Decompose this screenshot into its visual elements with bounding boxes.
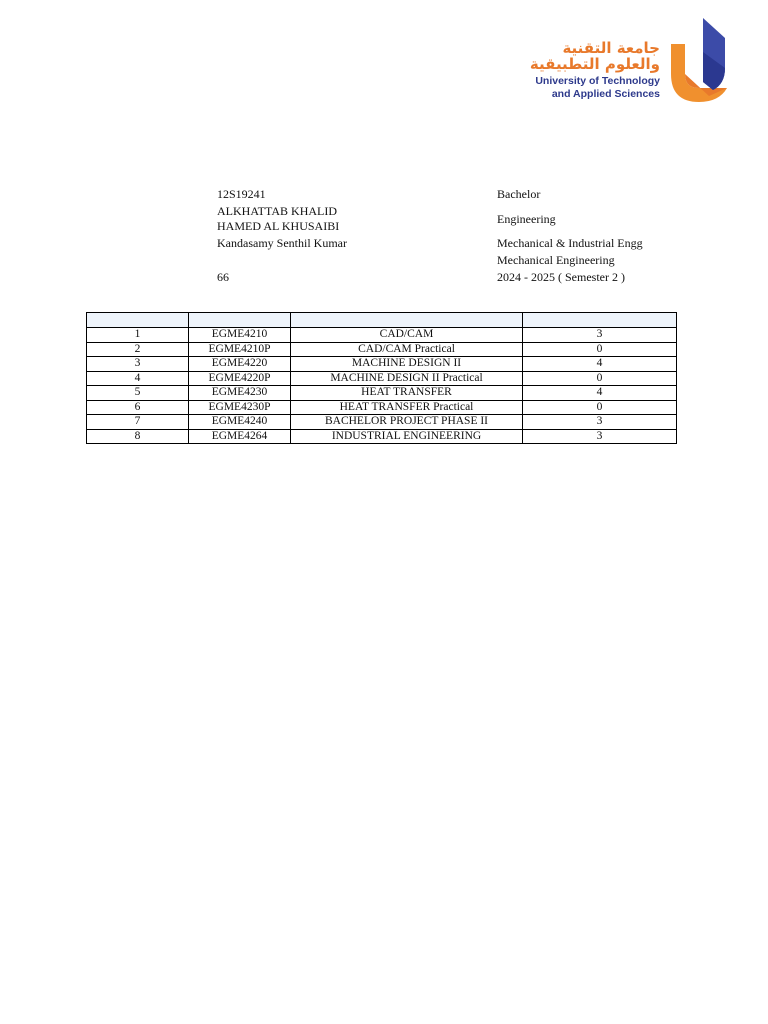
course-credits: 3 [523,415,677,430]
course-title: CAD/CAM [291,328,523,343]
course-title: CAD/CAM Practical [291,342,523,357]
header-cell-credits [523,313,677,328]
course-credits: 0 [523,400,677,415]
course-credits: 3 [523,328,677,343]
course-number: 7 [87,415,189,430]
student-name-line2: HAMED AL KHUSAIBI [217,219,340,233]
degree-level: Bachelor [497,187,541,201]
course-credits: 0 [523,342,677,357]
course-title: MACHINE DESIGN II Practical [291,371,523,386]
course-credits: 3 [523,429,677,444]
table-row [87,357,677,372]
earned-credits: 66 [217,270,229,284]
course-code: EGME4230 [189,386,291,401]
academic-term: 2024 - 2025 ( Semester 2 ) [497,270,625,284]
course-code: EGME4210P [189,342,291,357]
logo-english-line2: and Applied Sciences [551,88,660,100]
header-cell-code [189,313,291,328]
course-number: 3 [87,357,189,372]
course-number: 1 [87,328,189,343]
table-row [87,429,677,444]
table-row [87,342,677,357]
course-code: EGME4220 [189,357,291,372]
course-number: 4 [87,371,189,386]
course-number: 8 [87,429,189,444]
course-credits: 4 [523,357,677,372]
logo-arabic-line2: والعلوم التطبيقية [529,55,660,73]
course-number: 6 [87,400,189,415]
table-row [87,371,677,386]
specialization-name: Mechanical Engineering [497,253,615,267]
faculty-name: Engineering [497,212,556,226]
course-title: BACHELOR PROJECT PHASE II [291,415,523,430]
course-title: HEAT TRANSFER Practical [291,400,523,415]
logo-arabic-line1: جامعة التقنية [562,39,660,57]
course-title: HEAT TRANSFER [291,386,523,401]
header-cell-title [291,313,523,328]
course-table [86,312,677,444]
course-number: 2 [87,342,189,357]
university-emblem-icon [669,16,733,102]
table-row [87,386,677,401]
course-credits: 4 [523,386,677,401]
department-name: Mechanical & Industrial Engg [497,236,643,250]
course-credits: 0 [523,371,677,386]
logo-english-line1: University of Technology [535,75,660,87]
table-header-row [87,313,677,328]
course-code: EGME4230P [189,400,291,415]
course-title: MACHINE DESIGN II [291,357,523,372]
course-code: EGME4220P [189,371,291,386]
course-code: EGME4240 [189,415,291,430]
student-id: 12S19241 [217,187,266,201]
header-cell-no [87,313,189,328]
student-name-line1: ALKHATTAB KHALID [217,204,338,218]
course-code: EGME4210 [189,328,291,343]
course-number: 5 [87,386,189,401]
table-row [87,328,677,343]
advisor-name: Kandasamy Senthil Kumar [217,236,347,250]
table-row [87,415,677,430]
course-title: INDUSTRIAL ENGINEERING [291,429,523,444]
course-code: EGME4264 [189,429,291,444]
university-logo [525,16,737,104]
table-row [87,400,677,415]
